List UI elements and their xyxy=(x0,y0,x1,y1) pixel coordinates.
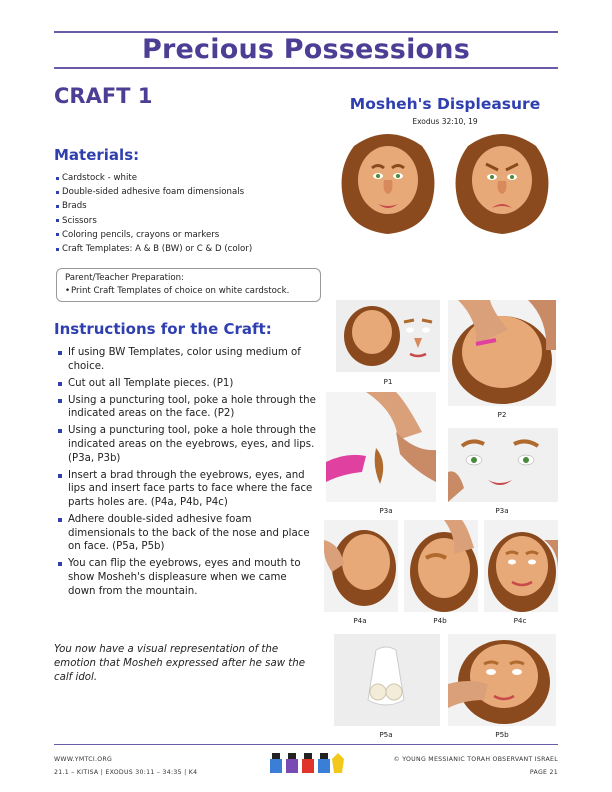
caption-p4b: P4b xyxy=(433,616,447,625)
preparation-item: • Print Craft Templates of choice on white cardstock. xyxy=(65,285,312,298)
footer-copyright: © YOUNG MESSIANIC TORAH OBSERVANT ISRAEL xyxy=(393,756,558,763)
displeasure-title: Mosheh's Displeasure xyxy=(349,95,541,113)
caption-p2: P2 xyxy=(497,410,507,419)
instruction-step: Using a puncturing tool, poke a hole through the indicated areas on the face. (P2) xyxy=(58,394,316,421)
instruction-step: If using BW Templates, color using medium of choice. xyxy=(58,346,316,373)
title-rule xyxy=(54,67,558,69)
photo-p4c xyxy=(484,520,558,612)
material-item: Double-sided adhesive foam dimensionals xyxy=(56,185,252,199)
footer-page-number: PAGE 21 xyxy=(529,769,558,776)
top-rule xyxy=(54,31,558,33)
caption-p4c: P4c xyxy=(513,616,527,625)
material-item: Craft Templates: A & B (BW) or C & D (color) xyxy=(56,242,252,256)
scripture-reference: Exodus 32:10, 19 xyxy=(412,117,478,126)
material-item: Cardstock - white xyxy=(56,171,252,185)
photo-p3a-right xyxy=(448,428,558,502)
material-item: Coloring pencils, crayons or markers xyxy=(56,228,252,242)
material-item: Brads xyxy=(56,199,252,213)
footer-url: WWW.YMTCI.ORG xyxy=(54,756,113,763)
caption-p5b: P5b xyxy=(495,730,509,739)
caption-p5a: P5a xyxy=(379,730,393,739)
caption-p3a-right: P3a xyxy=(495,506,509,515)
photo-p3a-left xyxy=(326,392,436,502)
page-title: Precious Possessions xyxy=(142,34,470,65)
photo-p4b xyxy=(404,520,478,612)
instructions-heading: Instructions for the Craft: xyxy=(54,320,272,338)
instruction-step: Using a puncturing tool, poke a hole through the indicated areas on the eyebrows, eyes, and lips. (P3a, P3b) xyxy=(58,424,316,465)
displeased-face-image xyxy=(448,128,556,238)
materials-list xyxy=(56,171,252,256)
caption-p1: P1 xyxy=(383,377,393,386)
closing-note: You now have a visual representation of the emotion that Mosheh expressed after he saw the calf idol. xyxy=(54,644,305,683)
materials-heading: Materials: xyxy=(54,146,140,164)
photo-p5b xyxy=(448,634,556,726)
preparation-title: Parent/Teacher Preparation: xyxy=(65,273,185,283)
instruction-step: You can flip the eyebrows, eyes and mouth to show Mosheh's displeasure when we came down from the mountain. xyxy=(58,557,316,598)
instruction-steps xyxy=(58,346,316,602)
photo-p4a xyxy=(324,520,398,612)
footer-lesson-info: 21.1 – KITISA | EXODUS 30:11 – 34:35 | K4 xyxy=(54,769,198,776)
happy-face-image xyxy=(334,128,442,238)
photo-p2 xyxy=(448,300,556,406)
photo-p5a xyxy=(334,634,440,726)
caption-p4a: P4a xyxy=(353,616,367,625)
footer-rule xyxy=(54,744,558,745)
preparation-box xyxy=(56,268,321,302)
instruction-step: Cut out all Template pieces. (P1) xyxy=(58,377,316,391)
ymtoi-logo xyxy=(268,751,344,781)
material-item: Scissors xyxy=(56,214,252,228)
caption-p3a-left: P3a xyxy=(379,506,393,515)
instruction-step: Insert a brad through the eyebrows, eyes, and lips and insert face parts to face where the face parts holes are. (P4a, P4b, P4c) xyxy=(58,469,316,510)
photo-p1 xyxy=(336,300,440,372)
instruction-step: Adhere double-sided adhesive foam dimensionals to the back of the nose and place on face. (P5a, P5b) xyxy=(58,513,316,554)
craft-heading: CRAFT 1 xyxy=(54,84,153,108)
